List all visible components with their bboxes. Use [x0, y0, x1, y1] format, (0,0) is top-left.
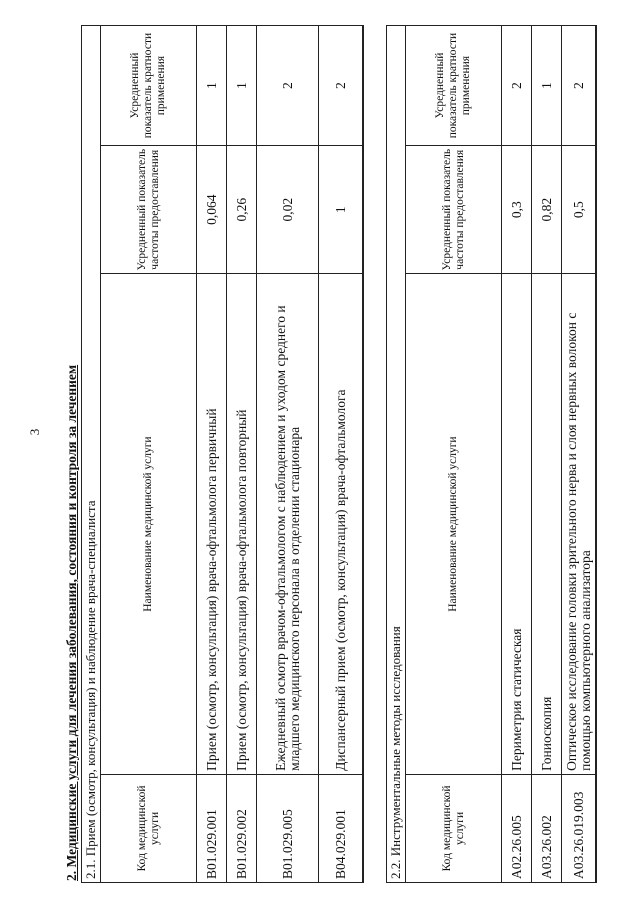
section-gap	[364, 21, 386, 883]
section-title: 2. Медицинские услуги для лечения заболевания, состояния и контроля за лечением	[64, 364, 79, 881]
header-code: Код медицинской услуги	[406, 774, 502, 882]
service-frequency: 0,26	[227, 146, 257, 274]
service-code: A03.26.019.003	[562, 774, 596, 882]
service-code: A02.26.005	[502, 774, 532, 882]
subsection-2-2	[386, 25, 597, 883]
service-code: B01.029.001	[197, 774, 227, 882]
services-table-2-2	[405, 25, 596, 883]
service-frequency: 1	[319, 146, 363, 274]
table-row	[319, 26, 363, 883]
table-row	[197, 26, 227, 883]
service-frequency: 0,82	[532, 146, 562, 274]
document-sheet	[63, 21, 623, 883]
service-frequency: 0,02	[257, 146, 319, 274]
header-name: Наименование медицинской услуги	[101, 274, 197, 775]
header-multiplicity: Усредненный показатель кратности применения	[406, 26, 502, 146]
header-frequency: Усредненный показатель частоты предоставления	[406, 146, 502, 274]
page-number: 3	[27, 428, 42, 436]
service-multiplicity: 1	[227, 26, 257, 146]
services-table-2-1	[100, 25, 363, 883]
service-multiplicity: 1	[197, 26, 227, 146]
table-row	[562, 26, 596, 883]
table-row	[257, 26, 319, 883]
service-frequency: 0,3	[502, 146, 532, 274]
service-multiplicity: 2	[257, 26, 319, 146]
service-code: B01.029.002	[227, 774, 257, 882]
table-row	[227, 26, 257, 883]
table-header-row	[101, 26, 197, 883]
subsection-2-2-title: 2.2. Инструментальные методы исследования	[388, 626, 403, 879]
table-row	[502, 26, 532, 883]
service-code: B04.029.001	[319, 774, 363, 882]
service-name: Периметрия статическая	[502, 274, 532, 775]
service-name: Диспансерный прием (осмотр, консультация) врача-офтальмолога	[319, 274, 363, 775]
table-header-row	[406, 26, 502, 883]
service-frequency: 0,064	[197, 146, 227, 274]
subsection-2-1-title: 2.1. Прием (осмотр, консультация) и наблюдение врача-специалиста	[83, 500, 98, 879]
service-name: Ежедневный осмотр врачом-офтальмологом с наблюдением и уходом среднего и младшего медицинского персонала в отделении стационара	[257, 274, 319, 775]
service-frequency: 0,5	[562, 146, 596, 274]
service-name: Гониоскопия	[532, 274, 562, 775]
service-multiplicity: 2	[562, 26, 596, 146]
header-multiplicity: Усредненный показатель кратности применения	[101, 26, 197, 146]
header-frequency: Усредненный показатель частоты предоставления	[101, 146, 197, 274]
service-multiplicity: 2	[319, 26, 363, 146]
service-name: Прием (осмотр, консультация) врача-офтальмолога повторный	[227, 274, 257, 775]
table-row	[532, 26, 562, 883]
header-code: Код медицинской услуги	[101, 774, 197, 882]
subsection-2-1	[81, 25, 364, 883]
service-code: B01.029.005	[257, 774, 319, 882]
service-name: Оптическое исследование головки зрительного нерва и слоя нервных волокон с помощью компьютерного анализатора	[562, 274, 596, 775]
service-multiplicity: 1	[532, 26, 562, 146]
service-code: A03.26.002	[532, 774, 562, 882]
service-multiplicity: 2	[502, 26, 532, 146]
service-name: Прием (осмотр, консультация) врача-офтальмолога первичный	[197, 274, 227, 775]
header-name: Наименование медицинской услуги	[406, 274, 502, 775]
